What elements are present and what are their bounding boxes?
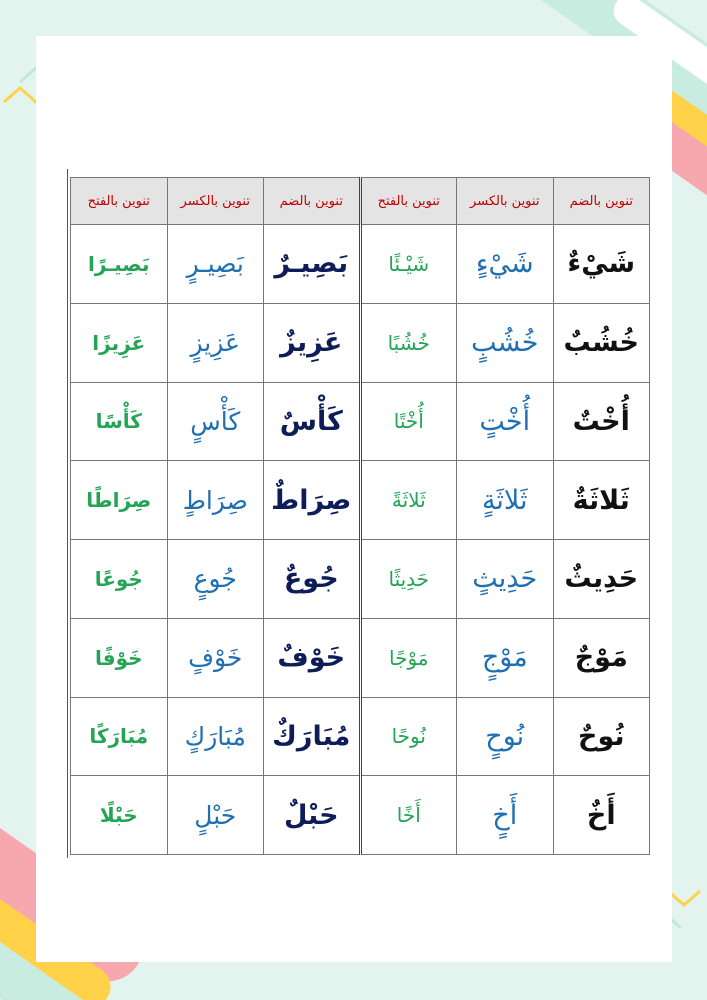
word-cell: خُشُبٌ — [553, 303, 650, 382]
word-cell: بَصِيـرٍ — [167, 225, 264, 304]
word-cell: عَزِيزًا — [71, 303, 168, 382]
word-cell: نُوحٌ — [553, 697, 650, 776]
word-cell: صِرَاطًا — [71, 461, 168, 540]
word-cell: بَصِيـرٌ — [264, 225, 361, 304]
word-cell: أَخٌ — [553, 776, 650, 855]
tanween-table — [70, 177, 650, 855]
word-cell: كَأْسٌ — [264, 382, 361, 461]
word-cell: خَوْفًا — [71, 618, 168, 697]
word-cell: حَبْلًا — [71, 776, 168, 855]
table-row — [71, 776, 650, 855]
word-cell: كَأْسًا — [71, 382, 168, 461]
header-cell: تنوين بالفتح — [71, 178, 168, 225]
word-cell: ثَلاثَةٌ — [553, 461, 650, 540]
word-cell: أُخْتٌ — [553, 382, 650, 461]
word-cell: مُبَارَكٍ — [167, 697, 264, 776]
table-row — [71, 461, 650, 540]
word-cell: عَزِيزٍ — [167, 303, 264, 382]
word-cell: أُخْتٍ — [457, 382, 554, 461]
word-cell: أَخٍ — [457, 776, 554, 855]
word-cell: شَيْءٍ — [457, 225, 554, 304]
word-cell: خُشُبٍ — [457, 303, 554, 382]
table-row — [71, 618, 650, 697]
word-cell: ثَلاثَةٍ — [457, 461, 554, 540]
word-cell: ثَلاثَةً — [360, 461, 457, 540]
word-cell: شَيْـئًا — [360, 225, 457, 304]
header-cell: تنوين بالفتح — [360, 178, 457, 225]
word-cell: مَوْجٌ — [553, 618, 650, 697]
table-row — [71, 697, 650, 776]
word-cell: نُوحًا — [360, 697, 457, 776]
word-cell: حَدِيثٍ — [457, 540, 554, 619]
word-cell: مُبَارَكٌ — [264, 697, 361, 776]
word-cell: صِرَاطٌ — [264, 461, 361, 540]
word-cell: بَصِيـرًا — [71, 225, 168, 304]
header-cell: تنوين بالضم — [264, 178, 361, 225]
word-cell: صِرَاطٍ — [167, 461, 264, 540]
table-row — [71, 382, 650, 461]
word-cell: جُوعٍ — [167, 540, 264, 619]
table-row — [71, 225, 650, 304]
table-row — [71, 303, 650, 382]
word-cell: حَدِيثًا — [360, 540, 457, 619]
word-cell: شَيْءٌ — [553, 225, 650, 304]
word-cell: حَدِيثٌ — [553, 540, 650, 619]
word-cell: جُوعًا — [71, 540, 168, 619]
word-cell: مَوْجًا — [360, 618, 457, 697]
word-cell: أَخًا — [360, 776, 457, 855]
word-cell: كَأْسٍ — [167, 382, 264, 461]
word-cell: أُخْتًا — [360, 382, 457, 461]
header-cell: تنوين بالكسر — [167, 178, 264, 225]
tanween-table-container — [67, 169, 652, 858]
header-cell: تنوين بالضم — [553, 178, 650, 225]
word-cell: نُوحٍ — [457, 697, 554, 776]
word-cell: حَبْلٌ — [264, 776, 361, 855]
word-cell: خَوْفٍ — [167, 618, 264, 697]
table-header-row — [71, 178, 650, 225]
header-cell: تنوين بالكسر — [457, 178, 554, 225]
table-row — [71, 540, 650, 619]
word-cell: عَزِيزٌ — [264, 303, 361, 382]
word-cell: خَوْفٌ — [264, 618, 361, 697]
word-cell: حَبْلٍ — [167, 776, 264, 855]
word-cell: جُوعٌ — [264, 540, 361, 619]
word-cell: مَوْجٍ — [457, 618, 554, 697]
left-margin-line — [67, 169, 68, 858]
word-cell: مُبَارَكًا — [71, 697, 168, 776]
word-cell: خُشُبًا — [360, 303, 457, 382]
